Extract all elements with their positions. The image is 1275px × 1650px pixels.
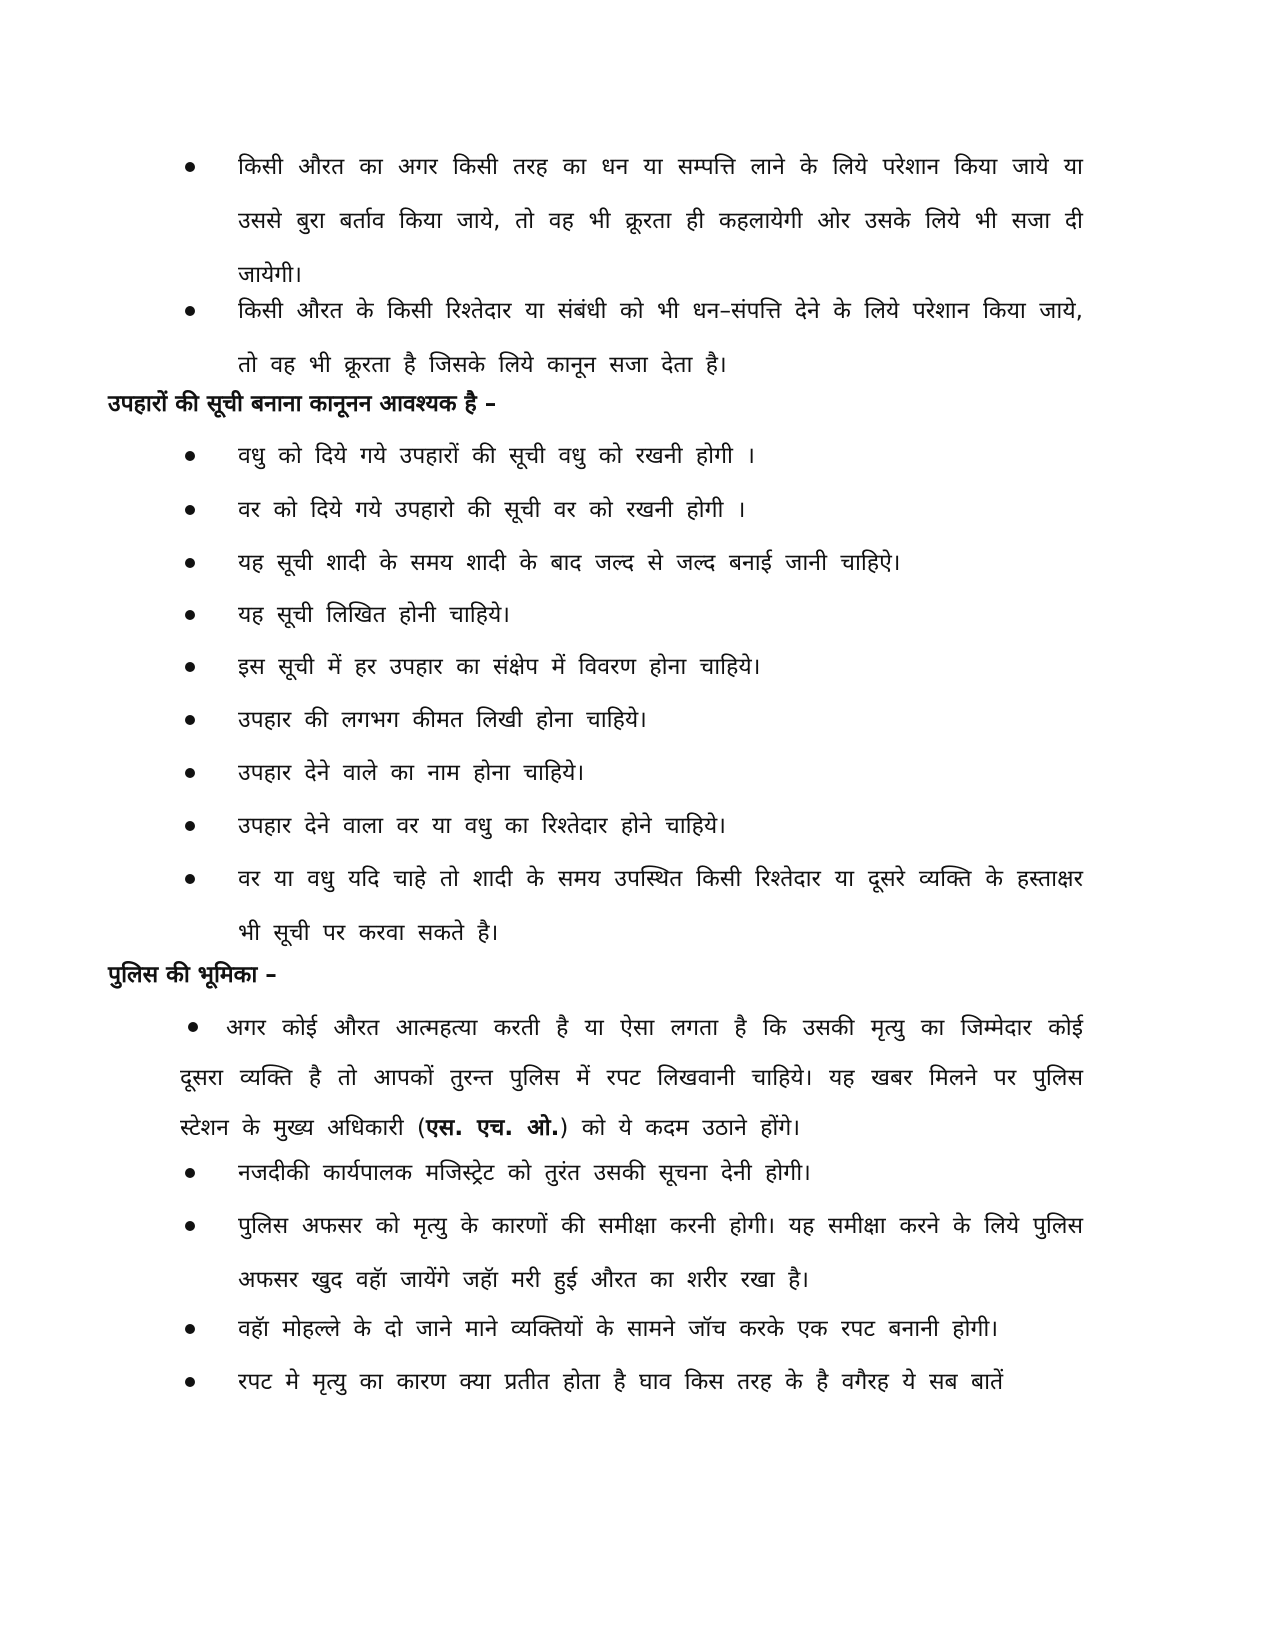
list-item-text: उपहार देने वाले का नाम होना चाहिये। [238, 760, 585, 786]
bullet-dot-icon [185, 162, 195, 172]
bullet-dot-icon [185, 306, 195, 316]
bullet-dot-icon [185, 610, 195, 620]
bullet-dot-icon [185, 558, 195, 568]
bullet-dot-icon [185, 1221, 195, 1231]
police-intro-paragraph [180, 1003, 1083, 1153]
bullet-dot-icon [185, 715, 195, 725]
bullet-dot-icon [185, 1377, 195, 1387]
list-item-text: रपट मे मृत्यु का कारण क्या प्रतीत होता है घाव किस तरह के है वगैरह ये सब बातें [238, 1369, 1004, 1395]
list-item-text: वहॅा मोहल्ले के दो जाने माने व्यक्तियों के सामने जॉच करके एक रपट बनानी होगी। [238, 1316, 999, 1342]
sho-abbreviation: एस. एच. ओ. [426, 1115, 560, 1141]
list-item-text: उपहार देने वाला वर या वधु का रिश्तेदार होने चाहिये। [238, 813, 726, 839]
bullet-dot-icon [185, 874, 195, 884]
list-item-text: उपहार की लगभग कीमत लिखी होना चाहिये। [238, 707, 647, 733]
bullet-dot-icon [185, 662, 195, 672]
list-item-text: इस सूची में हर उपहार का संक्षेप में विवरण होना चाहिये। [238, 654, 761, 680]
list-item-text: किसी औरत का अगर किसी तरह का धन या सम्पत्ति लाने के लिये परेशान किया जाये या उससे बुरा बर्ताव किया जाये, तो वह भी क्रूरता ही कहलायेगी ओर उसके लिये भी सजा दी जायेगी। [238, 154, 1083, 288]
bullet-dot-icon [185, 768, 195, 778]
section-heading-gifts: उपहारों की सूची बनाना कानूनन आवश्यक है – [108, 391, 497, 417]
bullet-dot-icon [185, 505, 195, 515]
bullet-dot-icon [185, 1324, 195, 1334]
bullet-dot-icon [185, 821, 195, 831]
list-item-text: पुलिस अफसर को मृत्यु के कारणों की समीक्षा करनी होगी। यह समीक्षा करने के लिये पुलिस अफसर खुद वहॅा जायेंगे जहॅा मरी हुई औरत का शरीर रखा है। [238, 1213, 1083, 1293]
paragraph-text: अगर कोई औरत आत्महत्या करती है या ऐसा लगता है कि उसकी मृत्यु का जिम्मेदार कोई दूसरा व्यक्ति है तो आपकों तुरन्त पुलिस में रपट लिखवानी चाहिये। यह खबर मिलने पर पुलिस स्टेशन के मुख्य अधिकारी ( [180, 1015, 1083, 1141]
list-item-text: यह सूची शादी के समय शादी के बाद जल्द से जल्द बनाई जानी चाहिऐ। [238, 550, 901, 576]
bullet-dot-icon [185, 451, 195, 461]
paragraph-text-end: ) को ये कदम उठाने होंगे। [559, 1115, 801, 1141]
bullet-dot-icon [188, 1022, 198, 1032]
list-item-text: किसी औरत के किसी रिश्तेदार या संबंधी को भी धन–संपत्ति देने के लिये परेशान किया जाये, तो वह भी क्रूरता है जिसके लिये कानून सजा देता है। [238, 298, 1083, 378]
bullet-dot-icon [185, 1168, 195, 1178]
list-item-text: वधु को दिये गये उपहारों की सूची वधु को रखनी होगी । [238, 443, 755, 469]
section-heading-police: पुलिस की भूमिका – [108, 962, 277, 988]
list-item-text: नजदीकी कार्यपालक मजिस्ट्रेट को तुरंत उसकी सूचना देनी होगी। [238, 1160, 811, 1186]
list-item-text: वर या वधु यदि चाहे तो शादी के समय उपस्थित किसी रिश्तेदार या दूसरे व्यक्ति के हस्ताक्षर भी सूची पर करवा सकते है। [238, 866, 1083, 946]
list-item-text: यह सूची लिखित होनी चाहिये। [238, 602, 511, 628]
list-item-text: वर को दिये गये उपहारो की सूची वर को रखनी होगी । [238, 497, 746, 523]
